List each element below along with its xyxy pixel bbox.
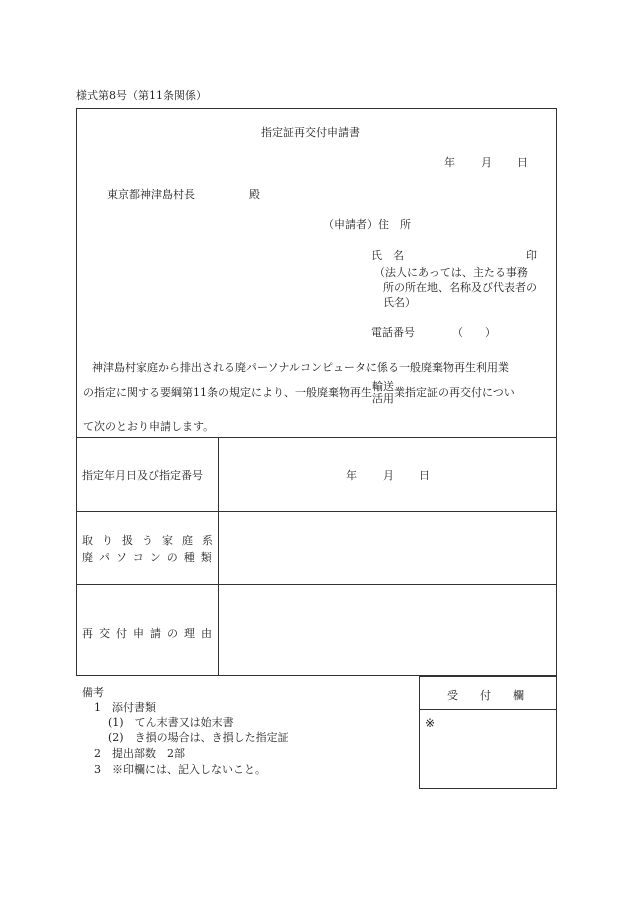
reception-header-rule: [419, 709, 557, 710]
applicant-name-label: 氏 名: [371, 249, 404, 262]
applicant-note-line1: （法人にあっては、主たる事務: [374, 266, 528, 279]
row2-label-line2: 廃パソコンの種類: [82, 551, 218, 564]
row1-date-month: 月: [383, 469, 394, 482]
reception-label: 受付欄: [447, 689, 546, 702]
remarks-item2: 2 提出部数 2部: [94, 747, 185, 760]
applicant-phone-paren: （ ）: [452, 326, 496, 339]
table-column-divider: [218, 437, 219, 676]
form-title: 指定証再交付申請書: [261, 126, 360, 139]
addressee-name: 東京都神津島村長: [107, 188, 195, 201]
applicant-seal: 印: [526, 249, 537, 262]
date-month: 月: [481, 156, 492, 169]
applicant-note-line3: 氏名）: [383, 296, 416, 309]
date-year: 年: [444, 156, 455, 169]
body-line2: [83, 381, 515, 405]
remarks-item3: 3 ※印欄には、記入しないこと。: [94, 763, 266, 776]
form-label: 様式第8号（第11条関係）: [76, 89, 207, 102]
table-rule-3: [76, 584, 557, 585]
row1-date-year: 年: [346, 469, 357, 482]
body-line2-stack-top: 輸送: [372, 380, 394, 393]
row1-date-day: 日: [419, 469, 430, 482]
body-line2-stack: [372, 381, 394, 405]
remarks-item1: 1 添付書類: [94, 701, 156, 714]
body-line2-post: 業指定証の再交付につい: [394, 386, 515, 399]
table-rule-top: [76, 437, 557, 438]
date-day: 日: [517, 156, 528, 169]
body-line3: て次のとおり申請します。: [83, 420, 215, 433]
addressee-honorific: 殿: [249, 188, 260, 201]
table-rule-2: [76, 511, 557, 512]
reception-mark: ※: [425, 716, 436, 730]
remarks-item1-sub1: (1) てん末書又は始末書: [108, 716, 234, 729]
body-line2-pre: の指定に関する要綱第11条の規定により、一般廃棄物再生: [83, 386, 372, 399]
row3-label: 再交付申請の理由: [82, 627, 218, 640]
body-line2-stack-bottom: 活用: [372, 392, 394, 405]
row1-label: 指定年月日及び指定番号: [82, 469, 203, 482]
remarks-heading: 備考: [82, 686, 104, 699]
applicant-phone-label: 電話番号: [371, 326, 415, 339]
row2-label-line1: 取り扱う家庭系: [82, 534, 222, 547]
remarks-item1-sub2: (2) き損の場合は、き損した指定証: [108, 731, 289, 744]
body-line1: 神津島村家庭から排出される廃パーソナルコンピュータに係る一般廃棄物再生利用業: [92, 361, 510, 374]
applicant-address-label: （申請者）住 所: [323, 218, 411, 231]
applicant-note-line2: 所の所在地、名称及び代表者の: [383, 281, 537, 294]
